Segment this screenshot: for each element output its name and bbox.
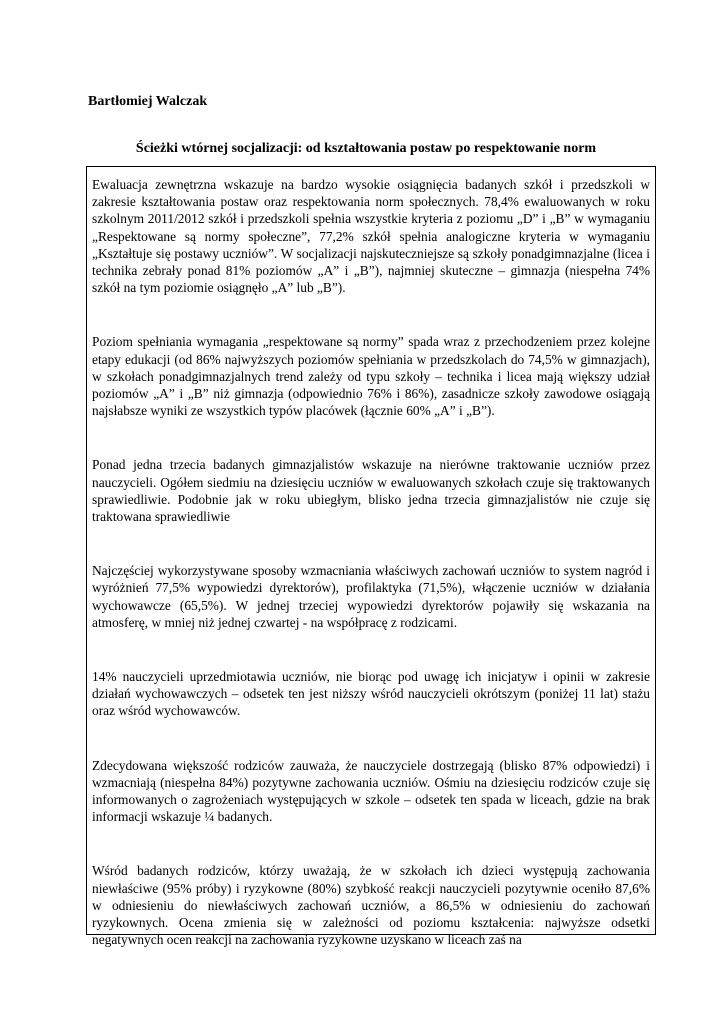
paragraph-4: Najczęściej wykorzystywane sposoby wzmacniania właściwych zachowań uczniów to system nagród i wyróżnień 77,5% wypowiedzi dyrektorów), profilaktyka (71,5%), włączenie uczniów w działania wychowawcze (65,5%). W jednej trzeciej wypowiedzi dyrektorów pojawiły się wskazania na atmosferę, w mniej niż jednej czwartej - na współpracę z rodzicami.	[92, 563, 650, 630]
document-title: Ścieżki wtórnej socjalizacji: od kształtowania postaw po respektowanie norm	[135, 141, 597, 156]
paragraph-5: 14% nauczycieli uprzedmiotawia uczniów, nie biorąc pod uwagę ich inicjatyw i opinii w zakresie działań wychowawczych – odsetek ten jest niższy wśród nauczycieli okrótszym (poniżej 11 lat) stażu oraz wśród wychowawców.	[92, 669, 650, 719]
paragraph-7: Wśród badanych rodziców, którzy uważają, że w szkołach ich dzieci występują zachowania niewłaściwe (95% próby) i ryzykowne (80%) szybkość reakcji nauczycieli pozytywnie oceniło 87,6% w odniesieniu do niewłaściwych zachowań uczniów, a 86,5% w odniesieniu do zachowań ryzykownych. Ocena zmienia się w zależności od poziomu kształcenia: najwyższe odsetki negatywnych ocen reakcji na zachowania ryzykowne uzyskano w liceach zaś na	[92, 863, 650, 948]
paragraph-6: Zdecydowana większość rodziców zauważa, że nauczyciele dostrzegają (blisko 87% odpowiedzi) i wzmacniają (niespełna 84%) pozytywne zachowania uczniów. Ośmiu na dziesięciu rodziców czuje się informowanych o zagrożeniach występujących w szkole – odsetek ten spada w liceach, gdzie na brak informacji wskazuje ¼ badanych.	[92, 757, 650, 825]
summary-box	[86, 166, 656, 948]
paragraph-3: Ponad jedna trzecia badanych gimnazjalistów wskazuje na nierówne traktowanie uczniów przez nauczycieli. Ogółem siedmiu na dziesięciu uczniów w ewaluowanych szkołach czuje się traktowanych sprawiedliwie. Podobnie jak w roku ubiegłym, blisko jedna trzecia gimnazjalistów nie czuje się traktowana sprawiedliwie	[92, 457, 650, 525]
author-name: Bartłomiej Walczak	[88, 94, 208, 109]
paragraph-1: Ewaluacja zewnętrzna wskazuje na bardzo wysokie osiągnięcia badanych szkół i przedszkoli w zakresie kształtowania postaw oraz respektowania norm społecznych. 78,4% ewaluowanych w roku szkolnym 2011/2012 szkół i przedszkoli spełnia wszystkie kryteria z poziomu „D” i „B” w wymaganiu „Respektowane są normy społeczne”, 77,2% szkół spełnia analogiczne kryteria w wymaganiu „Kształtuje się postawy uczniów”. W socjalizacji najskuteczniejsze są szkoły ponadgimnazjalne (licea i technika zebrały ponad 81% poziomów „A” i „B”), najmniej skuteczne – gimnazja (niespełna 74% szkół na tym poziomie osiągnęło „A” lub „B”).	[92, 177, 650, 296]
paragraph-2: Poziom spełniania wymagania „respektowane są normy” spada wraz z przechodzeniem przez kolejne etapy edukacji (od 86% najwyższych poziomów spełniania w przedszkolach do 74,5% w gimnazjach), w szkołach ponadgimnazjalnych trend zależy od typu szkoły – technika i licea mają większy udział poziomów „A” i „B” niż gimnazja (odpowiednio 76% i 86%), zasadnicze szkoły zawodowe osiągają najsłabsze wyniki ze wszystkich typów placówek (łącznie 60% „A” i „B”).	[92, 334, 650, 419]
